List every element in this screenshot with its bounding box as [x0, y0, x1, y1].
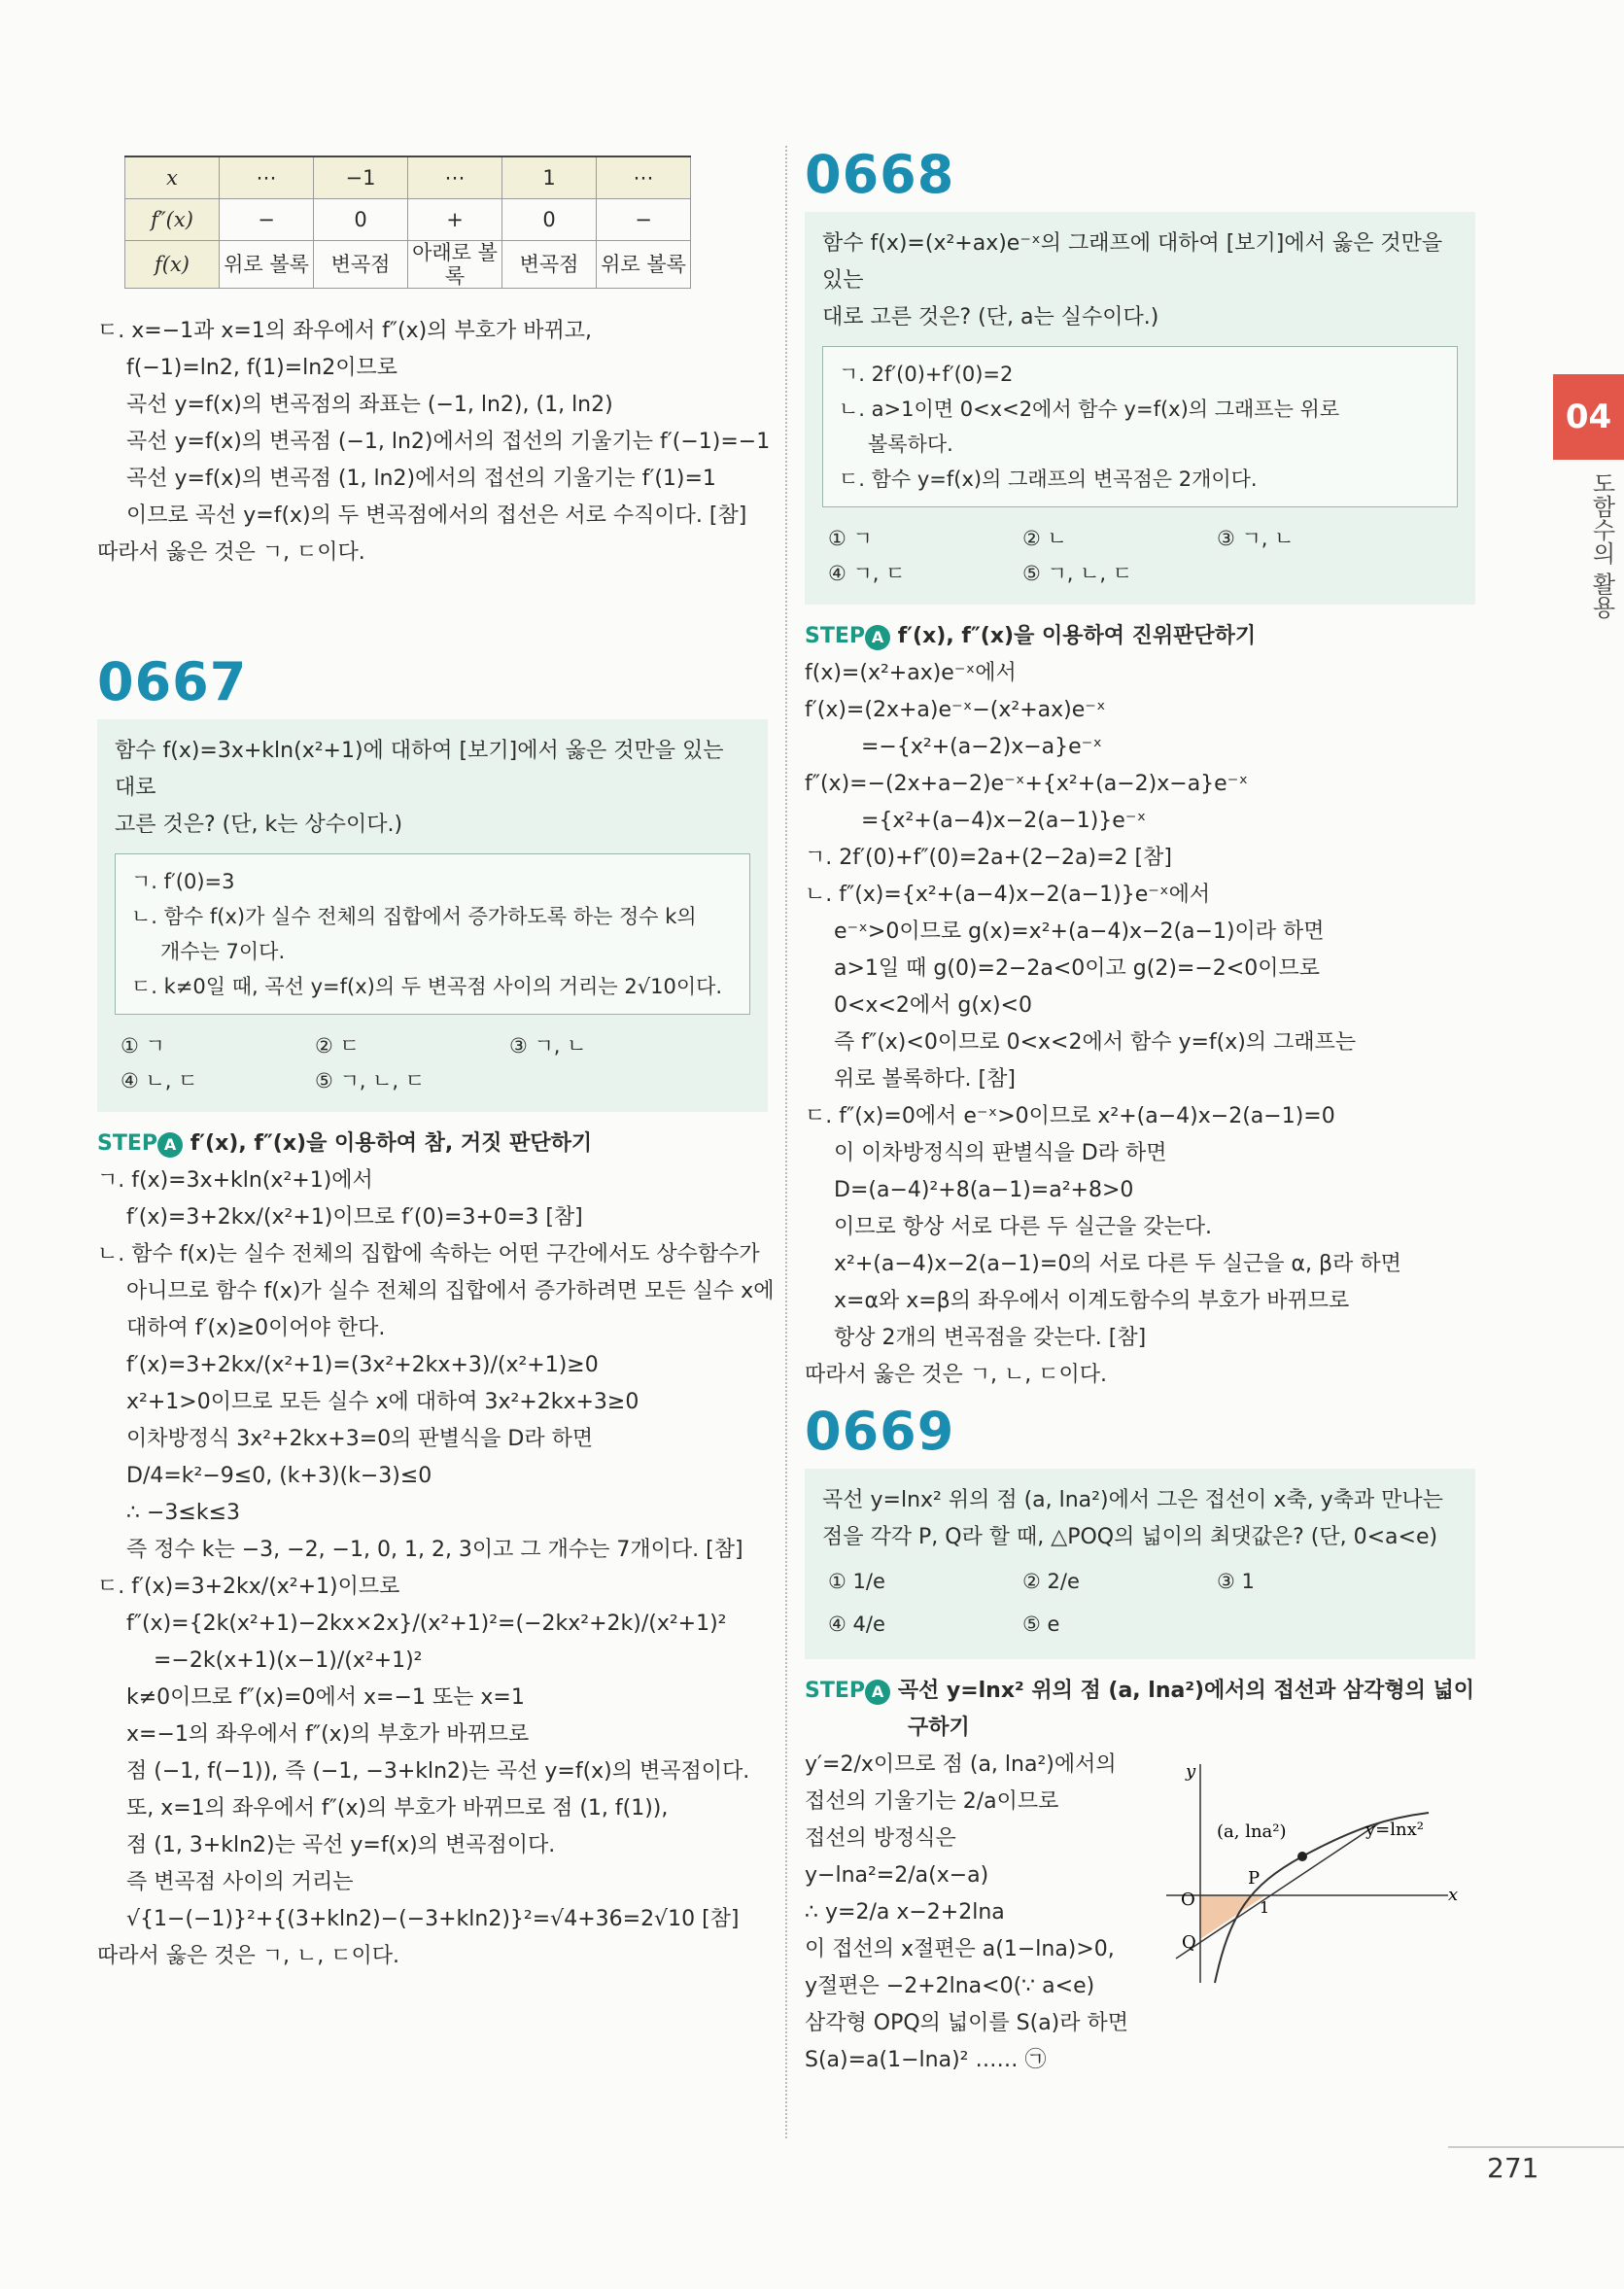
solution-line: =−{x²+(a−2)x−a}e⁻ˣ — [861, 735, 1103, 759]
solution-line: 이므로 항상 서로 다른 두 실근을 갖는다. — [834, 1215, 1212, 1239]
table-cell: x — [125, 156, 220, 199]
table-cell: 0 — [314, 199, 408, 241]
step-title: f′(x), f″(x)을 이용하여 참, 거짓 판단하기 — [190, 1131, 593, 1156]
chapter-tab: 04 — [1553, 374, 1624, 460]
table-cell: f″(x) — [125, 199, 220, 241]
question-line: 함수 f(x)=(x²+ax)e⁻ˣ의 그래프에 대하여 [보기]에서 옳은 것만을 있는 — [822, 231, 1443, 293]
solution-line: 0<x<2에서 g(x)<0 — [834, 993, 1032, 1018]
solution-line: 이므로 곡선 y=f(x)의 두 변곡점에서의 접선은 서로 수직이다. [참] — [126, 503, 747, 528]
bogi-item: ㄷ. k≠0일 때, 곡선 y=f(x)의 두 변곡점 사이의 거리는 2√10이다. — [131, 975, 723, 998]
problem-0668 — [805, 146, 1475, 1394]
table-row — [125, 241, 691, 289]
choice-5[interactable]: ⑤ e — [1022, 1613, 1060, 1636]
choices — [822, 517, 1458, 591]
solution-line: 즉 정수 k는 −3, −2, −1, 0, 1, 2, 3이고 그 개수는 7개이다. [참] — [126, 1538, 743, 1562]
solution-line: D/4=k²−9≤0, (k+3)(k−3)≤0 — [126, 1464, 432, 1488]
choice-3[interactable]: ③ ㄱ, ㄴ — [509, 1034, 587, 1058]
table-row — [125, 156, 691, 199]
choice-4[interactable]: ④ ㄱ, ㄷ — [828, 562, 906, 585]
origin-label: O — [1181, 1890, 1195, 1910]
solution-line: 아니므로 함수 f(x)가 실수 전체의 집합에서 증가하려면 모든 실수 x에 — [126, 1279, 775, 1303]
bogi-item: ㄱ. 2f′(0)+f′(0)=2 — [839, 363, 1014, 386]
bogi-item: 개수는 7이다. — [160, 940, 286, 963]
solution-line: 즉 변곡점 사이의 거리는 — [126, 1870, 354, 1894]
bogi-box — [822, 346, 1458, 507]
tangent-line — [1176, 1822, 1380, 1959]
choice-5[interactable]: ⑤ ㄱ, ㄴ, ㄷ — [1022, 562, 1133, 585]
problem-number: 0669 — [805, 1401, 955, 1462]
solution-line: 점 (1, 3+kln2)는 곡선 y=f(x)의 변곡점이다. — [126, 1833, 556, 1857]
choice-1[interactable]: ① 1/e — [828, 1570, 885, 1593]
problem-number: 0668 — [805, 144, 955, 205]
solution-line: ㄱ. 2f′(0)+f″(0)=2a+(2−2a)=2 [참] — [805, 846, 1172, 870]
choice-1[interactable]: ① ㄱ — [121, 1034, 165, 1058]
bogi-item: 볼록하다. — [868, 433, 953, 456]
solution-line: 따라서 옳은 것은 ㄱ, ㄴ, ㄷ이다. — [805, 1363, 1107, 1387]
page-number: 271 — [1487, 2152, 1539, 2184]
solution-line: f(x)=(x²+ax)e⁻ˣ에서 — [805, 661, 1017, 685]
choice-3[interactable]: ③ ㄱ, ㄴ — [1217, 527, 1295, 550]
point-label: (a, lna²) — [1217, 1821, 1287, 1842]
table-cell: ⋯ — [220, 156, 314, 199]
solution-line: 곡선 y=f(x)의 변곡점 (1, ln2)에서의 접선의 기울기는 f′(1)=1 — [126, 467, 716, 491]
solution-line: 접선의 기울기는 2/a이므로 — [805, 1789, 1059, 1814]
solution-line: ∴ −3≤k≤3 — [126, 1501, 241, 1525]
question-box — [805, 1469, 1475, 1659]
table-cell: 0 — [502, 199, 597, 241]
solution-line: y′=2/x이므로 점 (a, lna²)에서의 — [805, 1752, 1117, 1777]
footer-rule — [1448, 2146, 1624, 2148]
solution-line: D=(a−4)²+8(a−1)=a²+8>0 — [834, 1178, 1134, 1202]
table-cell: f(x) — [125, 241, 220, 289]
solution-line: a>1일 때 g(0)=2−2a<0이고 g(2)=−2<0이므로 — [834, 956, 1320, 981]
solution-line: 위로 볼록하다. [참] — [834, 1067, 1016, 1092]
table-cell: 변곡점 — [314, 241, 408, 289]
table-cell: 위로 볼록 — [220, 241, 314, 289]
solution-line: y−lna²=2/a(x−a) — [805, 1863, 989, 1888]
solution-line: f′(x)=3+2kx/(x²+1)=(3x²+2kx+3)/(x²+1)≥0 — [126, 1353, 599, 1377]
solution-line: ㄴ. 함수 f(x)는 실수 전체의 집합에 속하는 어떤 구간에서도 상수함수가 — [97, 1242, 760, 1266]
problem-number: 0667 — [97, 651, 248, 712]
solution-line: 이차방정식 3x²+2kx+3=0의 판별식을 D라 하면 — [126, 1427, 594, 1451]
solution-line: f″(x)={2k(x²+1)−2kx×2x}/(x²+1)²=(−2kx²+2k)/(x²+1)² — [126, 1612, 727, 1636]
step-title-cont: 구하기 — [908, 1716, 970, 1740]
question-line: 함수 f(x)=3x+kln(x²+1)에 대하여 [보기]에서 옳은 것만을 있는 대로 — [115, 739, 724, 800]
choices — [822, 1556, 1458, 1646]
step-badge: A — [865, 625, 890, 650]
solution-line: 대하여 f′(x)≥0이어야 한다. — [126, 1316, 386, 1340]
solution-line: f(−1)=ln2, f(1)=ln2이므로 — [126, 356, 397, 380]
step-badge: A — [865, 1680, 890, 1705]
solution-line: f′(x)=3+2kx/(x²+1)이므로 f′(0)=3+0=3 [참] — [126, 1205, 583, 1230]
table-cell: ⋯ — [597, 156, 691, 199]
solution-line: =−2k(x+1)(x−1)/(x²+1)² — [154, 1648, 423, 1673]
column-divider — [785, 146, 787, 2138]
choice-3[interactable]: ③ 1 — [1217, 1570, 1255, 1593]
problem-0667 — [97, 651, 775, 1975]
choice-1[interactable]: ① ㄱ — [828, 527, 873, 550]
step-label: STEP — [805, 1679, 866, 1703]
bogi-box — [115, 853, 750, 1015]
solution-line: 점 (−1, f(−1)), 즉 (−1, −3+kln2)는 곡선 y=f(x)의 변곡점이다. — [126, 1759, 750, 1784]
choice-4[interactable]: ④ 4/e — [828, 1613, 885, 1636]
question-box — [805, 212, 1475, 605]
solution-line: 곡선 y=f(x)의 변곡점의 좌표는 (−1, ln2), (1, ln2) — [126, 393, 613, 417]
solution-line: x²+(a−4)x−2(a−1)=0의 서로 다른 두 실근을 α, β라 하면 — [834, 1252, 1401, 1276]
solution-line: 따라서 옳은 것은 ㄱ, ㄴ, ㄷ이다. — [97, 1944, 399, 1968]
solution-line: 항상 2개의 변곡점을 갖는다. [참] — [834, 1326, 1147, 1350]
y-axis-label: y — [1186, 1761, 1196, 1782]
solution-line: ㄴ. f″(x)={x²+(a−4)x−2(a−1)}e⁻ˣ에서 — [805, 883, 1211, 907]
question-box — [97, 719, 768, 1112]
solution-line: 이 이차방정식의 판별식을 D라 하면 — [834, 1141, 1167, 1165]
solution-line: 삼각형 OPQ의 넓이를 S(a)라 하면 — [805, 2011, 1129, 2035]
choice-4[interactable]: ④ ㄴ, ㄷ — [121, 1069, 198, 1092]
chapter-label: 도함수의 활용 — [1588, 471, 1615, 619]
sign-table — [124, 156, 691, 289]
triangle-area — [1200, 1895, 1265, 1939]
solution-line: 곡선 y=f(x)의 변곡점 (−1, ln2)에서의 접선의 기울기는 f′(−1)=−1 — [126, 430, 771, 454]
x-axis-label: x — [1448, 1885, 1459, 1905]
choices — [115, 1024, 750, 1098]
table-cell: − — [597, 199, 691, 241]
tangent-graph — [1157, 1759, 1477, 1993]
bogi-item: ㄱ. f′(0)=3 — [131, 870, 235, 893]
step-heading — [805, 618, 1475, 655]
table-cell: 1 — [502, 156, 597, 199]
solution-line: e⁻ˣ>0이므로 g(x)=x²+(a−4)x−2(a−1)이라 하면 — [834, 919, 1325, 944]
solution-line: f″(x)=−(2x+a−2)e⁻ˣ+{x²+(a−2)x−a}e⁻ˣ — [805, 772, 1249, 796]
table-cell: + — [408, 199, 502, 241]
solution-line: ㄷ. f′(x)=3+2kx/(x²+1)이므로 — [97, 1575, 400, 1599]
bogi-item: ㄴ. a>1이면 0<x<2에서 함수 y=f(x)의 그래프는 위로 — [839, 398, 1340, 421]
step-badge: A — [157, 1132, 183, 1158]
step-label: STEP — [805, 624, 866, 648]
solution-line: 즉 f″(x)<0이므로 0<x<2에서 함수 y=f(x)의 그래프는 — [834, 1030, 1357, 1055]
bogi-item: ㄴ. 함수 f(x)가 실수 전체의 집합에서 증가하도록 하는 정수 k의 — [131, 905, 697, 928]
solution-line: k≠0이므로 f″(x)=0에서 x=−1 또는 x=1 — [126, 1685, 525, 1710]
table-cell: ⋯ — [408, 156, 502, 199]
solution — [805, 1747, 1155, 2079]
step-title: f′(x), f″(x)을 이용하여 진위판단하기 — [897, 624, 1257, 648]
solution — [805, 655, 1475, 1394]
question-line: 고른 것은? (단, k는 상수이다.) — [115, 813, 403, 837]
curve-label: y=lnx² — [1365, 1820, 1424, 1840]
tangent-point — [1297, 1852, 1307, 1861]
solution-line: 따라서 옳은 것은 ㄱ, ㄷ이다. — [97, 540, 365, 565]
solution-line: √{1−(−1)}²+{(3+kln2)−(−3+kln2)}²=√4+36=2√10 [참] — [126, 1907, 740, 1931]
table-row — [125, 199, 691, 241]
solution-line: 접선의 방정식은 — [805, 1826, 956, 1851]
solution-line: ㄷ. f″(x)=0에서 e⁻ˣ>0이므로 x²+(a−4)x−2(a−1)=0 — [805, 1104, 1335, 1128]
solution-line: x=−1의 좌우에서 f″(x)의 부호가 바뀌므로 — [126, 1722, 530, 1747]
solution-line: ∴ y=2/a x−2+2lna — [805, 1900, 1005, 1925]
prev-solution — [97, 313, 771, 572]
solution-line: ={x²+(a−4)x−2(a−1)}e⁻ˣ — [861, 809, 1147, 833]
choice-5[interactable]: ⑤ ㄱ, ㄴ, ㄷ — [315, 1069, 426, 1092]
solution-line: ㄱ. f(x)=3x+kln(x²+1)에서 — [97, 1168, 373, 1193]
step-label: STEP — [97, 1131, 158, 1156]
table-cell: 아래로 볼록 — [408, 241, 502, 289]
table-cell: −1 — [314, 156, 408, 199]
question-line: 점을 각각 P, Q라 할 때, △POQ의 넓이의 최댓값은? (단, 0<a<e) — [822, 1525, 1438, 1549]
solution-line: x²+1>0이므로 모든 실수 x에 대하여 3x²+2kx+3≥0 — [126, 1390, 639, 1414]
p-label: P — [1248, 1868, 1261, 1889]
q-label: Q — [1182, 1932, 1196, 1953]
bogi-item: ㄷ. 함수 y=f(x)의 그래프의 변곡점은 2개이다. — [839, 468, 1258, 491]
table-cell: 위로 볼록 — [597, 241, 691, 289]
step-heading — [805, 1673, 1475, 1747]
one-label: 1 — [1260, 1898, 1270, 1917]
choice-2[interactable]: ② ㄴ — [1022, 527, 1067, 550]
solution-line: ㄷ. x=−1과 x=1의 좌우에서 f″(x)의 부호가 바뀌고, — [97, 319, 592, 343]
step-title: 곡선 y=lnx² 위의 점 (a, lna²)에서의 접선과 삼각형의 넓이 — [897, 1679, 1475, 1703]
choice-2[interactable]: ② 2/e — [1022, 1570, 1080, 1593]
question-line: 곡선 y=lnx² 위의 점 (a, lna²)에서 그은 접선이 x축, y축과 만나는 — [822, 1488, 1443, 1512]
choice-2[interactable]: ② ㄷ — [315, 1034, 360, 1058]
solution — [97, 1162, 775, 1975]
table-cell: 변곡점 — [502, 241, 597, 289]
solution-line: S(a)=a(1−lna)² …… ㉠ — [805, 2048, 1047, 2072]
solution-line: f′(x)=(2x+a)e⁻ˣ−(x²+ax)e⁻ˣ — [805, 698, 1106, 722]
solution-line: 또, x=1의 좌우에서 f″(x)의 부호가 바뀌므로 점 (1, f(1)), — [126, 1796, 669, 1821]
table-cell: − — [220, 199, 314, 241]
solution-line: y절편은 −2+2lna<0(∵ a<e) — [805, 1974, 1095, 1998]
solution-line: 이 접선의 x절편은 a(1−lna)>0, — [805, 1937, 1115, 1961]
step-heading — [97, 1126, 768, 1162]
solution-line: x=α와 x=β의 좌우에서 이계도함수의 부호가 바뀌므로 — [834, 1289, 1350, 1313]
question-line: 대로 고른 것은? (단, a는 실수이다.) — [822, 305, 1159, 329]
